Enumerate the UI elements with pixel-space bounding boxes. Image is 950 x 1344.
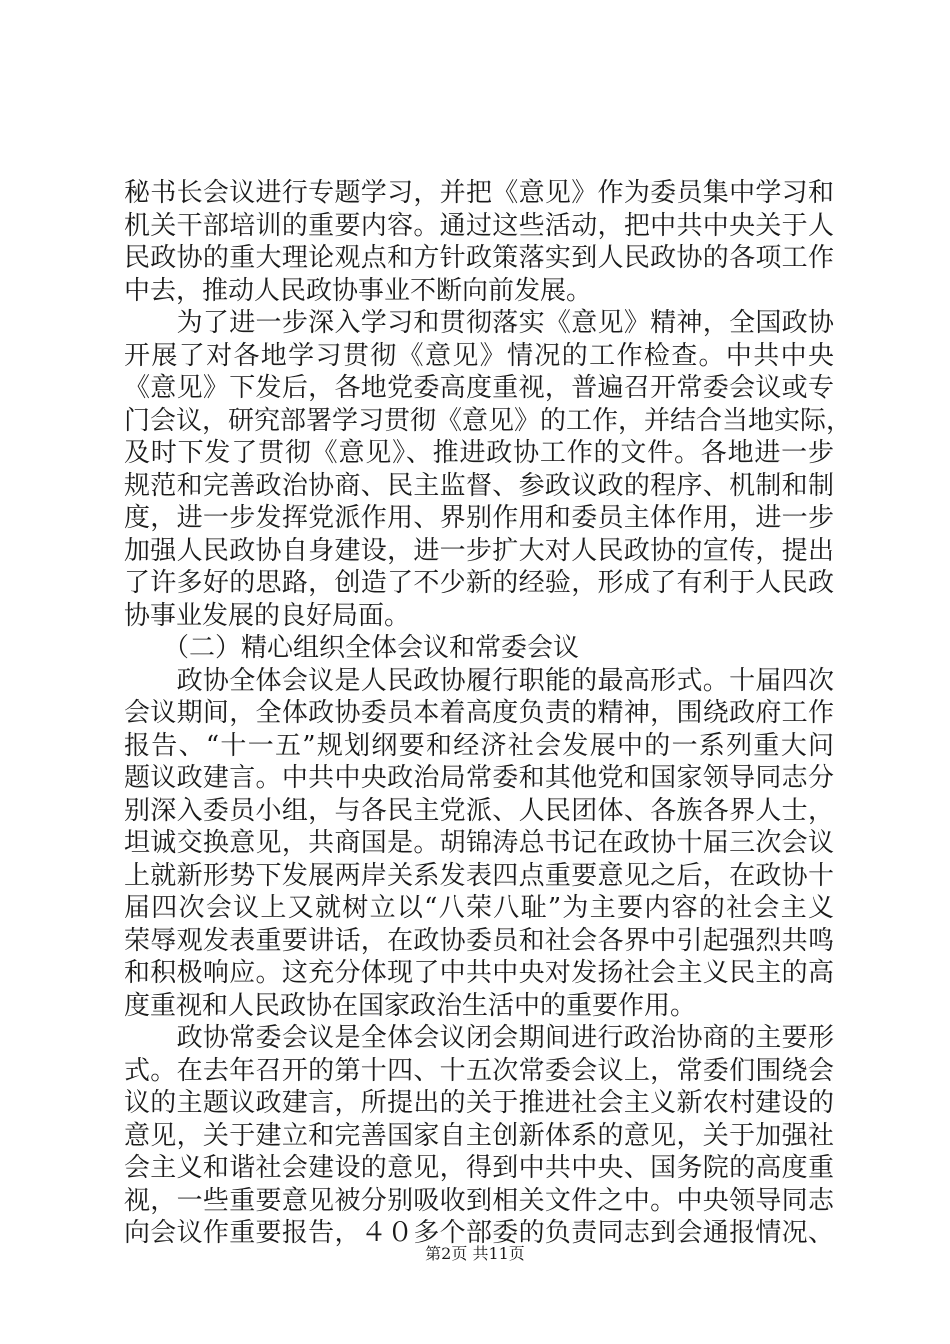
text-line: 政协常委会议是全体会议闭会期间进行政治协商的主要形 <box>124 1023 834 1053</box>
text-line: 及时下发了贯彻《意见》、推进政协工作的文件。各地进一步 <box>124 438 834 468</box>
text-line: 机关干部培训的重要内容。通过这些活动，把中共中央关于人 <box>124 210 834 241</box>
text-line: 议的主题议政建言，所提出的关于推进社会主义新农村建设的 <box>124 1088 834 1118</box>
text-line: 民政协的重大理论观点和方针政策落实到人民政协的各项工作 <box>124 243 834 273</box>
text-line: 门会议，研究部署学习贯彻《意见》的工作，并结合当地实际， <box>124 405 853 436</box>
text-line: 视，一些重要意见被分别吸收到相关文件之中。中央领导同志 <box>124 1185 834 1216</box>
text-line: 政协全体会议是人民政协履行职能的最高形式。十届四次 <box>124 665 834 696</box>
text-line: （二）精心组织全体会议和常委会议 <box>124 633 580 663</box>
text-line: 向会议作重要报告，４０多个部委的负责同志到会通报情况、 <box>124 1218 834 1248</box>
text-line: 上就新形势下发展两岸关系发表四点重要意见之后，在政协十 <box>124 860 834 891</box>
text-line: 度，进一步发挥党派作用、界别作用和委员主体作用，进一步 <box>124 503 834 533</box>
text-line: 中去，推动人民政协事业不断向前发展。 <box>124 275 593 306</box>
text-line: 题议政建言。中共中央政治局常委和其他党和国家领导同志分 <box>124 763 834 793</box>
text-line: 荣辱观发表重要讲话，在政协委员和社会各界中引起强烈共鸣 <box>124 925 834 956</box>
text-line: 度重视和人民政协在国家政治生活中的重要作用。 <box>124 990 697 1021</box>
text-line: 开展了对各地学习贯彻《意见》情况的工作检查。中共中央 <box>124 340 834 371</box>
text-line: 坦诚交换意见，共商国是。胡锦涛总书记在政协十届三次会议 <box>124 828 834 858</box>
text-line: 协事业发展的良好局面。 <box>124 600 411 631</box>
text-line: 意见，关于建立和完善国家自主创新体系的意见，关于加强社 <box>124 1120 834 1151</box>
text-line: 秘书长会议进行专题学习，并把《意见》作为委员集中学习和 <box>124 178 834 208</box>
text-line: 会议期间，全体政协委员本着高度负责的精神，围绕政府工作 <box>124 698 834 728</box>
text-line: 别深入委员小组，与各民主党派、人民团体、各族各界人士， <box>124 795 834 826</box>
text-line: 规范和完善政治协商、民主监督、参政议政的程序、机制和制 <box>124 470 834 501</box>
text-line: 为了进一步深入学习和贯彻落实《意见》精神，全国政协 <box>124 308 834 338</box>
text-line: 和积极响应。这充分体现了中共中央对发扬社会主义民主的高 <box>124 958 834 988</box>
text-line: 《意见》下发后，各地党委高度重视，普遍召开常委会议或专 <box>124 373 834 403</box>
text-line: 会主义和谐社会建设的意见，得到中共中央、国务院的高度重 <box>124 1153 834 1183</box>
text-line: 式。在去年召开的第十四、十五次常委会议上，常委们围绕会 <box>124 1055 834 1086</box>
text-line: 了许多好的思路，创造了不少新的经验，形成了有利于人民政 <box>124 568 834 598</box>
text-line: 报告、“十一五”规划纲要和经济社会发展中的一系列重大问 <box>124 730 834 761</box>
page-footer: 第2页 共11页 <box>425 1244 525 1263</box>
text-line: 届四次会议上又就树立以“八荣八耻”为主要内容的社会主义 <box>124 893 834 923</box>
text-line: 加强人民政协自身建设，进一步扩大对人民政协的宣传，提出 <box>124 535 834 566</box>
